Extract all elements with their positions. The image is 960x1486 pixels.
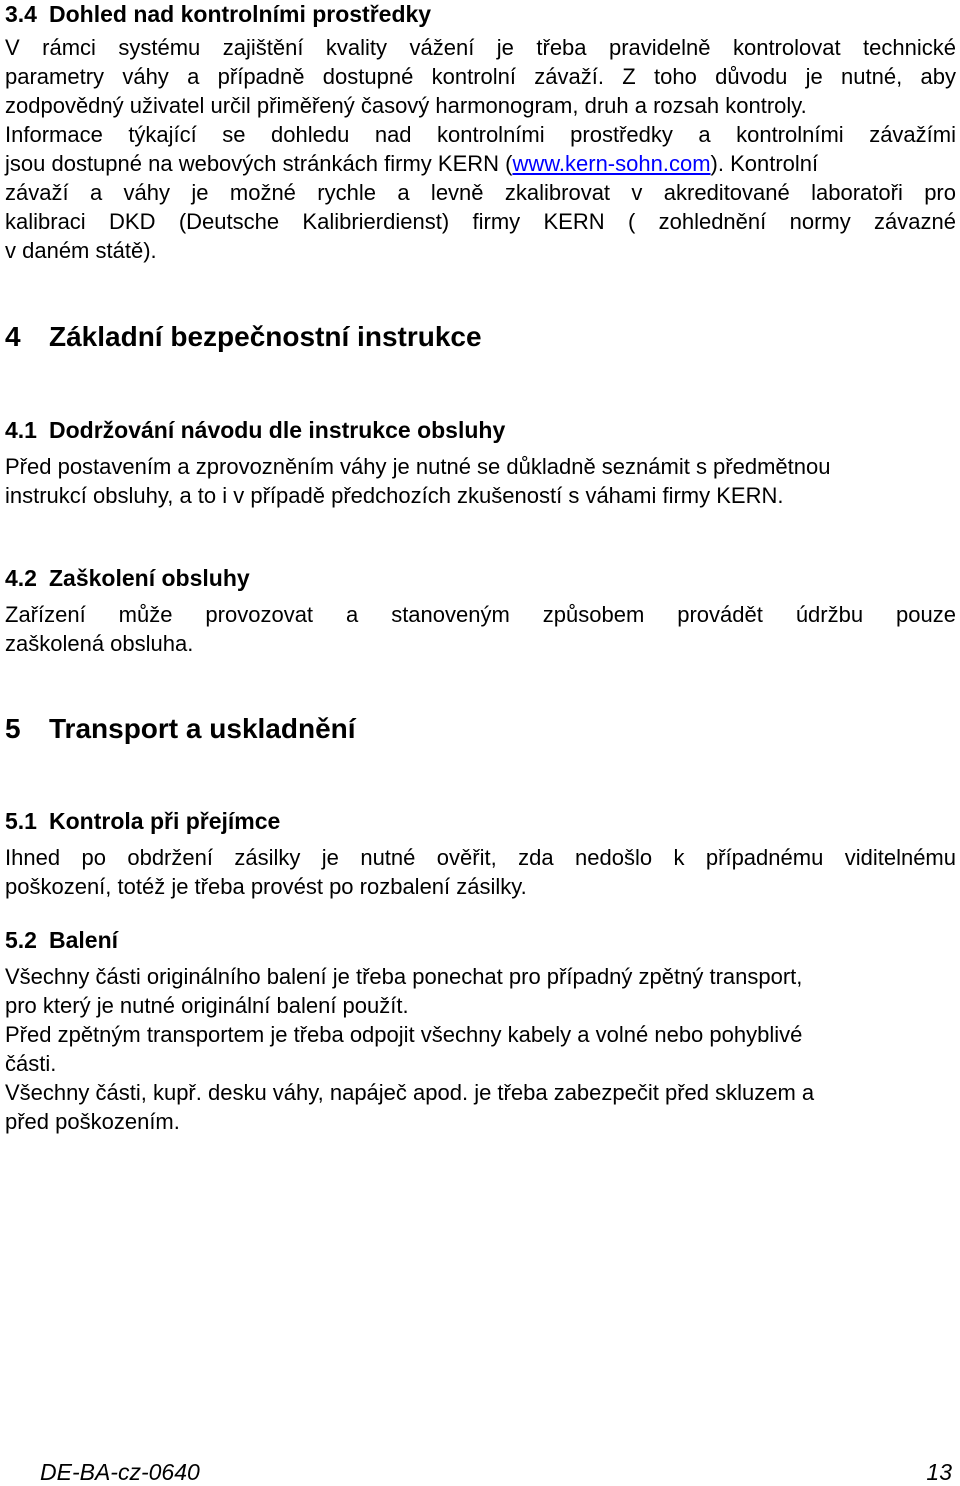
footer-page-number: 13 (926, 1459, 952, 1485)
heading-4 (5, 320, 482, 354)
website-link[interactable]: www.kern-sohn.com (512, 151, 711, 176)
heading-3-4 (5, 0, 431, 29)
heading-title: Kontrola při přejímce (49, 808, 281, 834)
heading-number: 5.2 (5, 927, 37, 953)
text-line-with-link (5, 149, 956, 178)
text-line: V rámci systému zajištění kvality vážení je třeba pravidelně kontrolovat technické (5, 35, 956, 60)
heading-5-1 (5, 807, 280, 836)
text-line: Informace týkající se dohledu nad kontrolními prostředky a kontrolními závažími (5, 122, 956, 147)
heading-5-2 (5, 926, 118, 955)
heading-number: 3.4 (5, 1, 37, 27)
paragraph-5-1 (5, 843, 956, 901)
text-line: závaží a váhy je možné rychle a levně zkalibrovat v akreditované laboratoři pro (5, 180, 956, 205)
text-segment: jsou dostupné na webových stránkách firmy KERN ( (5, 151, 513, 176)
heading-number: 4.1 (5, 417, 37, 443)
text-line: Zařízení může provozovat a stanoveným způsobem provádět údržbu pouze (5, 602, 956, 627)
heading-5 (5, 712, 356, 746)
text-line: Ihned po obdržení zásilky je nutné ověřit, zda nedošlo k případnému viditelnému (5, 845, 956, 870)
footer-doc-code: DE-BA-cz-0640 (40, 1459, 200, 1485)
heading-title: Dohled nad kontrolními prostředky (49, 1, 432, 27)
heading-title: Základní bezpečnostní instrukce (49, 321, 482, 352)
text-segment: ). Kontrolní (710, 151, 819, 176)
text-line: před poškozením. (5, 1109, 180, 1134)
heading-number: 4.2 (5, 565, 37, 591)
heading-title: Balení (49, 927, 119, 953)
paragraph-5-2 (5, 962, 956, 1136)
heading-4-2 (5, 564, 250, 593)
heading-number: 5.1 (5, 808, 37, 834)
text-line: části. (5, 1051, 57, 1076)
text-line: Všechny části, kupř. desku váhy, napáječ apod. je třeba zabezpečit před skluzem a (5, 1080, 815, 1105)
text-line: parametry váhy a případně dostupné kontrolní závaží. Z toho důvodu je nutné, aby (5, 64, 956, 89)
text-line: instrukcí obsluhy, a to i v případě předchozích zkušeností s váhami firmy KERN. (5, 483, 784, 508)
text-line: Před zpětným transportem je třeba odpojit všechny kabely a volné nebo pohyblivé (5, 1022, 803, 1047)
heading-title: Transport a uskladnění (49, 713, 356, 744)
text-line: zodpovědný uživatel určil přiměřený časový harmonogram, druh a rozsah kontroly. (5, 93, 807, 118)
text-line: zaškolená obsluha. (5, 631, 194, 656)
heading-title: Zaškolení obsluhy (49, 565, 250, 591)
paragraph-4-1 (5, 452, 956, 510)
text-line: kalibraci DKD (Deutsche Kalibrierdienst) firmy KERN ( zohlednění normy závazné (5, 209, 956, 234)
text-line: Před postavením a zprovozněním váhy je nutné se důkladně seznámit s předmětnou (5, 454, 831, 479)
heading-number: 5 (5, 713, 21, 744)
paragraph-4-2 (5, 600, 956, 658)
heading-4-1 (5, 416, 505, 445)
heading-title: Dodržování návodu dle instrukce obsluhy (49, 417, 506, 443)
text-line: poškození, totéž je třeba provést po rozbalení zásilky. (5, 874, 527, 899)
text-line: Všechny části originálního balení je třeba ponechat pro případný zpětný transport, (5, 964, 803, 989)
document-page (5, 0, 956, 1484)
heading-number: 4 (5, 321, 21, 352)
text-line: v daném státě). (5, 238, 157, 263)
text-line: pro který je nutné originální balení použít. (5, 993, 409, 1018)
paragraph-3-4 (5, 33, 956, 265)
